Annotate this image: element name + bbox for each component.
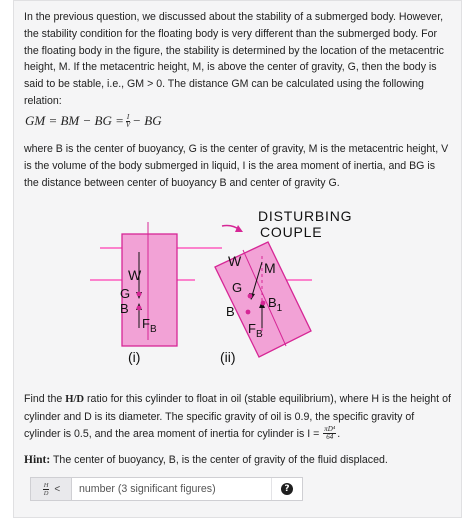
inertia-num: πD⁴ [324, 425, 336, 434]
new-buoyancy-dot-ii [261, 301, 266, 306]
inertia-den: 64 [326, 433, 334, 442]
label-FB-ii: $F_B$ [248, 321, 263, 340]
answer-input-group [30, 477, 303, 501]
hint-text [24, 452, 452, 468]
disturbing-couple-line2: COUPLE [260, 224, 323, 240]
answer-prefix-num: H [43, 481, 49, 489]
hint-body: The center of buoyancy, B, is the center of gravity of the fluid displaced. [50, 454, 388, 466]
label-B-ii: B [226, 304, 235, 319]
center-of-gravity-dot-ii [248, 294, 253, 299]
disturbing-couple-line1: DISTURBING [258, 208, 353, 224]
hint-label: Hint: [24, 454, 51, 466]
label-W-ii: W [228, 253, 242, 269]
answer-prefix-fraction [43, 482, 50, 497]
formula-frac-num: I [126, 112, 130, 121]
label-M-ii: M [264, 260, 276, 276]
center-of-buoyancy-dot-ii [246, 310, 251, 315]
question-pre: Find the [24, 393, 66, 405]
answer-prefix-symbol: < [54, 483, 61, 495]
label-ii: (ii) [220, 349, 236, 365]
formula-frac-den: V [125, 120, 131, 129]
answer-prefix-den: D [43, 489, 49, 497]
question-mid: ratio for this cylinder to float in oil (stable equilibrium), where H is the height of cylinder and D is its diameter. The specific gravity of oil is 0.9, the specific gravity of cylinder is 0.5, and the area moment of inertia for cylinder is I = [24, 393, 451, 440]
label-i: (i) [128, 349, 141, 365]
label-FB-i: $F_B$ [142, 316, 157, 335]
definitions-paragraph: where B is the center of buoyancy, G is the center of gravity, M is the metacentric height, V is the volume of the body submerged in liquid, I is the area moment of inertia, and BG is the distance between center of buoyancy B and center of gravity G. [24, 143, 449, 189]
formula-rhs: − BG [132, 113, 162, 128]
label-B1-ii: $B_1$ [268, 295, 283, 314]
label-B-i: B [120, 301, 129, 316]
label-W-i: W [128, 267, 142, 283]
figure-i [90, 222, 222, 365]
inertia-fraction [323, 426, 336, 441]
formula-lhs: GM = BM − BG = [25, 113, 124, 128]
figure-ii [215, 208, 352, 365]
intro-paragraph: In the previous question, we discussed about the stability of a submerged body. However, the stability condition for the floating body is very different than the submerged body. For the floating body in the figure, the stability is determined by the location of the metacentric height, M. If the metacentric height, M, is above the center of gravity, G, then the body is said to be stable, i.e., GM > 0. The distance GM can be calculated using the following relation: [24, 11, 444, 107]
floating-body-figure [90, 200, 390, 375]
label-G-i: G [120, 286, 131, 301]
formula-fraction [126, 114, 130, 129]
question-post: . [337, 427, 341, 440]
answer-prefix [31, 478, 72, 500]
help-icon: ? [281, 483, 293, 495]
help-button[interactable] [271, 478, 302, 500]
question-ratio: H/D [65, 394, 85, 405]
answer-input[interactable] [72, 478, 271, 500]
question-paragraph [24, 391, 452, 442]
center-of-gravity-dot-i [137, 292, 142, 297]
gm-formula [25, 113, 162, 129]
center-of-buoyancy-dot-i [137, 306, 142, 311]
label-G-ii: G [232, 280, 243, 295]
